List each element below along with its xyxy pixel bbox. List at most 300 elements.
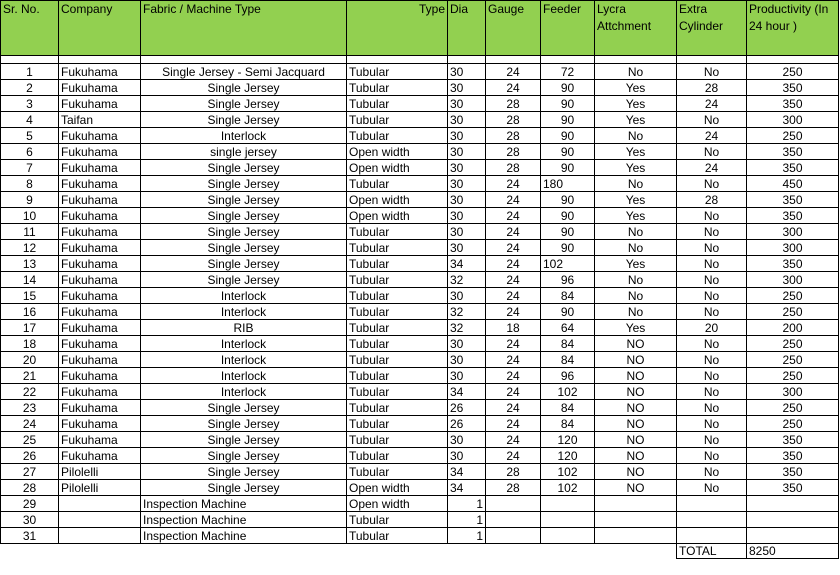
cell-type[interactable]: Tubular (347, 512, 448, 528)
header-feeder[interactable]: Feeder (541, 1, 595, 56)
cell-gauge[interactable]: 28 (486, 160, 541, 176)
cell-sr-no[interactable]: 7 (1, 160, 59, 176)
cell-dia[interactable]: 34 (448, 480, 486, 496)
cell-feeder[interactable]: 90 (541, 128, 595, 144)
cell-gauge[interactable]: 24 (486, 432, 541, 448)
cell-company[interactable]: Fukuhama (59, 352, 141, 368)
cell-feeder[interactable]: 90 (541, 144, 595, 160)
cell-sr-no[interactable]: 20 (1, 352, 59, 368)
cell-dia[interactable]: 34 (448, 464, 486, 480)
cell-fabric[interactable]: Inspection Machine (141, 512, 347, 528)
cell-company[interactable]: Fukuhama (59, 144, 141, 160)
cell-extra-cylinder[interactable]: 24 (677, 128, 747, 144)
cell-company[interactable]: Fukuhama (59, 336, 141, 352)
cell-feeder[interactable]: 90 (541, 224, 595, 240)
cell-dia[interactable]: 1 (448, 512, 486, 528)
cell-lycra[interactable]: NO (595, 352, 677, 368)
cell-fabric[interactable]: Single Jersey (141, 400, 347, 416)
cell-company[interactable]: Fukuhama (59, 256, 141, 272)
cell-sr-no[interactable]: 30 (1, 512, 59, 528)
cell-type[interactable]: Open width (347, 496, 448, 512)
cell-lycra[interactable]: Yes (595, 144, 677, 160)
cell-sr-no[interactable]: 13 (1, 256, 59, 272)
cell-extra-cylinder[interactable]: No (677, 448, 747, 464)
cell-feeder[interactable]: 90 (541, 112, 595, 128)
cell-type[interactable]: Open width (347, 192, 448, 208)
cell-gauge[interactable]: 24 (486, 192, 541, 208)
cell-lycra[interactable]: Yes (595, 96, 677, 112)
cell-company[interactable]: Fukuhama (59, 176, 141, 192)
cell-productivity[interactable]: 300 (747, 272, 839, 288)
cell-dia[interactable]: 30 (448, 112, 486, 128)
cell-extra-cylinder[interactable]: No (677, 480, 747, 496)
cell-dia[interactable]: 30 (448, 96, 486, 112)
cell-lycra[interactable]: Yes (595, 320, 677, 336)
cell-productivity[interactable]: 350 (747, 96, 839, 112)
cell-productivity[interactable]: 350 (747, 256, 839, 272)
cell-extra-cylinder[interactable]: No (677, 288, 747, 304)
cell-sr-no[interactable]: 1 (1, 64, 59, 80)
cell-type[interactable]: Tubular (347, 288, 448, 304)
cell-lycra[interactable]: No (595, 272, 677, 288)
cell-gauge[interactable]: 28 (486, 96, 541, 112)
cell-feeder[interactable]: 102 (541, 256, 595, 272)
cell-productivity[interactable]: 250 (747, 336, 839, 352)
header-extra-cylinder[interactable]: Extra Cylinder (677, 1, 747, 56)
cell-gauge[interactable]: 24 (486, 208, 541, 224)
cell-type[interactable]: Tubular (347, 528, 448, 544)
cell-type[interactable]: Tubular (347, 464, 448, 480)
cell-company[interactable]: Taifan (59, 112, 141, 128)
cell-gauge[interactable]: 24 (486, 304, 541, 320)
cell-sr-no[interactable]: 27 (1, 464, 59, 480)
cell-dia[interactable]: 26 (448, 416, 486, 432)
cell-fabric[interactable]: Single Jersey (141, 272, 347, 288)
cell-feeder[interactable]: 64 (541, 320, 595, 336)
cell-type[interactable]: Open width (347, 144, 448, 160)
cell-gauge[interactable] (486, 496, 541, 512)
cell-lycra[interactable]: Yes (595, 160, 677, 176)
cell-fabric[interactable]: single jersey (141, 144, 347, 160)
cell-productivity[interactable]: 250 (747, 400, 839, 416)
cell-lycra[interactable]: NO (595, 368, 677, 384)
cell-sr-no[interactable]: 23 (1, 400, 59, 416)
cell-fabric[interactable]: Interlock (141, 336, 347, 352)
cell-extra-cylinder[interactable]: No (677, 208, 747, 224)
cell-feeder[interactable]: 90 (541, 160, 595, 176)
cell-type[interactable]: Tubular (347, 240, 448, 256)
cell-dia[interactable]: 30 (448, 448, 486, 464)
cell-dia[interactable]: 30 (448, 128, 486, 144)
cell-productivity[interactable]: 350 (747, 208, 839, 224)
cell-sr-no[interactable]: 9 (1, 192, 59, 208)
cell-type[interactable]: Tubular (347, 64, 448, 80)
cell-extra-cylinder[interactable] (677, 528, 747, 544)
cell-sr-no[interactable]: 3 (1, 96, 59, 112)
header-gauge[interactable]: Gauge (486, 1, 541, 56)
cell-company[interactable]: Fukuhama (59, 320, 141, 336)
cell-productivity[interactable]: 350 (747, 144, 839, 160)
cell-dia[interactable]: 30 (448, 240, 486, 256)
cell-extra-cylinder[interactable]: No (677, 256, 747, 272)
cell-dia[interactable]: 32 (448, 272, 486, 288)
cell-fabric[interactable]: Inspection Machine (141, 496, 347, 512)
cell-sr-no[interactable]: 6 (1, 144, 59, 160)
cell-extra-cylinder[interactable]: 24 (677, 96, 747, 112)
cell-extra-cylinder[interactable]: No (677, 240, 747, 256)
cell-productivity[interactable]: 300 (747, 112, 839, 128)
cell-company[interactable]: Fukuhama (59, 128, 141, 144)
cell-dia[interactable]: 34 (448, 256, 486, 272)
cell-lycra[interactable]: No (595, 240, 677, 256)
cell-lycra[interactable]: NO (595, 416, 677, 432)
cell-type[interactable]: Tubular (347, 336, 448, 352)
cell-fabric[interactable]: Single Jersey (141, 464, 347, 480)
header-sr-no[interactable]: Sr. No. (1, 1, 59, 56)
cell-gauge[interactable]: 24 (486, 64, 541, 80)
cell-lycra[interactable]: Yes (595, 112, 677, 128)
cell-feeder[interactable]: 180 (541, 176, 595, 192)
cell-lycra[interactable]: Yes (595, 256, 677, 272)
cell-productivity[interactable]: 250 (747, 368, 839, 384)
cell-extra-cylinder[interactable]: 28 (677, 80, 747, 96)
cell-company[interactable]: Fukuhama (59, 272, 141, 288)
cell-feeder[interactable]: 90 (541, 304, 595, 320)
cell-fabric[interactable]: Interlock (141, 384, 347, 400)
cell-dia[interactable]: 30 (448, 432, 486, 448)
cell-dia[interactable]: 32 (448, 304, 486, 320)
cell-productivity[interactable]: 350 (747, 192, 839, 208)
cell-productivity[interactable]: 350 (747, 448, 839, 464)
cell-productivity[interactable]: 250 (747, 128, 839, 144)
cell-productivity[interactable]: 200 (747, 320, 839, 336)
cell-dia[interactable]: 30 (448, 208, 486, 224)
cell-fabric[interactable]: Single Jersey - Semi Jacquard (141, 64, 347, 80)
cell-sr-no[interactable]: 21 (1, 368, 59, 384)
cell-fabric[interactable]: Interlock (141, 352, 347, 368)
cell-feeder[interactable]: 90 (541, 240, 595, 256)
cell-productivity[interactable]: 250 (747, 416, 839, 432)
cell-extra-cylinder[interactable]: No (677, 416, 747, 432)
cell-feeder[interactable]: 102 (541, 464, 595, 480)
cell-extra-cylinder[interactable]: No (677, 464, 747, 480)
cell-company[interactable]: Fukuhama (59, 64, 141, 80)
cell-fabric[interactable]: Single Jersey (141, 80, 347, 96)
cell-fabric[interactable]: Single Jersey (141, 240, 347, 256)
cell-sr-no[interactable]: 31 (1, 528, 59, 544)
cell-sr-no[interactable]: 28 (1, 480, 59, 496)
cell-type[interactable]: Tubular (347, 320, 448, 336)
cell-extra-cylinder[interactable]: No (677, 176, 747, 192)
header-company[interactable]: Company (59, 1, 141, 56)
cell-feeder[interactable] (541, 512, 595, 528)
cell-gauge[interactable] (486, 528, 541, 544)
cell-extra-cylinder[interactable]: No (677, 384, 747, 400)
cell-company[interactable] (59, 528, 141, 544)
cell-fabric[interactable]: Single Jersey (141, 160, 347, 176)
cell-productivity[interactable]: 250 (747, 304, 839, 320)
cell-lycra[interactable]: NO (595, 448, 677, 464)
cell-lycra[interactable] (595, 512, 677, 528)
cell-fabric[interactable]: Single Jersey (141, 192, 347, 208)
cell-dia[interactable]: 30 (448, 368, 486, 384)
cell-feeder[interactable]: 90 (541, 192, 595, 208)
cell-company[interactable]: Fukuhama (59, 208, 141, 224)
cell-company[interactable]: Fukuhama (59, 96, 141, 112)
cell-sr-no[interactable]: 2 (1, 80, 59, 96)
cell-lycra[interactable]: NO (595, 384, 677, 400)
cell-dia[interactable]: 30 (448, 144, 486, 160)
cell-dia[interactable]: 30 (448, 160, 486, 176)
cell-type[interactable]: Open width (347, 480, 448, 496)
cell-type[interactable]: Tubular (347, 448, 448, 464)
cell-company[interactable]: Fukuhama (59, 416, 141, 432)
cell-gauge[interactable]: 24 (486, 240, 541, 256)
cell-company[interactable]: Fukuhama (59, 368, 141, 384)
cell-sr-no[interactable]: 29 (1, 496, 59, 512)
cell-feeder[interactable]: 90 (541, 80, 595, 96)
cell-fabric[interactable]: Inspection Machine (141, 528, 347, 544)
cell-type[interactable]: Tubular (347, 432, 448, 448)
cell-sr-no[interactable]: 15 (1, 288, 59, 304)
cell-fabric[interactable]: Interlock (141, 368, 347, 384)
cell-fabric[interactable]: Single Jersey (141, 448, 347, 464)
cell-extra-cylinder[interactable]: No (677, 112, 747, 128)
cell-sr-no[interactable]: 18 (1, 336, 59, 352)
cell-productivity[interactable] (747, 496, 839, 512)
cell-fabric[interactable]: Single Jersey (141, 96, 347, 112)
cell-gauge[interactable]: 18 (486, 320, 541, 336)
total-value[interactable]: 8250 (747, 544, 839, 559)
cell-feeder[interactable] (541, 496, 595, 512)
cell-dia[interactable]: 30 (448, 192, 486, 208)
cell-extra-cylinder[interactable]: 24 (677, 160, 747, 176)
cell-company[interactable]: Fukuhama (59, 400, 141, 416)
cell-feeder[interactable]: 96 (541, 368, 595, 384)
cell-gauge[interactable]: 24 (486, 80, 541, 96)
cell-dia[interactable]: 30 (448, 224, 486, 240)
cell-company[interactable]: Fukuhama (59, 448, 141, 464)
cell-fabric[interactable]: Single Jersey (141, 112, 347, 128)
cell-gauge[interactable]: 28 (486, 144, 541, 160)
cell-feeder[interactable]: 84 (541, 352, 595, 368)
cell-productivity[interactable]: 350 (747, 80, 839, 96)
cell-gauge[interactable] (486, 512, 541, 528)
cell-feeder[interactable]: 84 (541, 416, 595, 432)
cell-fabric[interactable]: Interlock (141, 288, 347, 304)
cell-type[interactable]: Open width (347, 208, 448, 224)
cell-lycra[interactable] (595, 496, 677, 512)
cell-feeder[interactable]: 84 (541, 336, 595, 352)
cell-productivity[interactable]: 350 (747, 432, 839, 448)
cell-sr-no[interactable]: 22 (1, 384, 59, 400)
cell-company[interactable] (59, 512, 141, 528)
cell-company[interactable]: Fukuhama (59, 384, 141, 400)
cell-productivity[interactable]: 300 (747, 384, 839, 400)
cell-type[interactable]: Tubular (347, 400, 448, 416)
cell-lycra[interactable]: NO (595, 480, 677, 496)
cell-company[interactable]: Fukuhama (59, 432, 141, 448)
cell-dia[interactable]: 34 (448, 384, 486, 400)
cell-type[interactable]: Tubular (347, 384, 448, 400)
cell-productivity[interactable]: 250 (747, 288, 839, 304)
cell-feeder[interactable]: 90 (541, 208, 595, 224)
cell-extra-cylinder[interactable]: No (677, 368, 747, 384)
cell-feeder[interactable]: 102 (541, 480, 595, 496)
cell-type[interactable]: Tubular (347, 112, 448, 128)
cell-type[interactable]: Tubular (347, 176, 448, 192)
cell-fabric[interactable]: Interlock (141, 128, 347, 144)
cell-lycra[interactable] (595, 528, 677, 544)
cell-sr-no[interactable]: 11 (1, 224, 59, 240)
cell-lycra[interactable]: No (595, 224, 677, 240)
cell-type[interactable]: Tubular (347, 128, 448, 144)
cell-feeder[interactable]: 90 (541, 96, 595, 112)
cell-sr-no[interactable]: 24 (1, 416, 59, 432)
cell-feeder[interactable]: 120 (541, 448, 595, 464)
cell-type[interactable]: Tubular (347, 368, 448, 384)
cell-lycra[interactable]: NO (595, 432, 677, 448)
cell-type[interactable]: Tubular (347, 96, 448, 112)
cell-fabric[interactable]: RIB (141, 320, 347, 336)
cell-lycra[interactable]: Yes (595, 192, 677, 208)
cell-sr-no[interactable]: 26 (1, 448, 59, 464)
cell-company[interactable]: Fukuhama (59, 224, 141, 240)
cell-gauge[interactable]: 24 (486, 352, 541, 368)
cell-lycra[interactable]: NO (595, 464, 677, 480)
cell-type[interactable]: Open width (347, 160, 448, 176)
cell-fabric[interactable]: Single Jersey (141, 224, 347, 240)
cell-extra-cylinder[interactable]: No (677, 224, 747, 240)
cell-sr-no[interactable]: 16 (1, 304, 59, 320)
cell-extra-cylinder[interactable] (677, 512, 747, 528)
header-fabric[interactable]: Fabric / Machine Type (141, 1, 347, 56)
header-lycra[interactable]: Lycra Attchment (595, 1, 677, 56)
cell-company[interactable]: Fukuhama (59, 288, 141, 304)
cell-sr-no[interactable]: 25 (1, 432, 59, 448)
cell-gauge[interactable]: 28 (486, 112, 541, 128)
cell-sr-no[interactable]: 5 (1, 128, 59, 144)
cell-dia[interactable]: 30 (448, 352, 486, 368)
cell-feeder[interactable]: 96 (541, 272, 595, 288)
cell-fabric[interactable]: Single Jersey (141, 480, 347, 496)
cell-feeder[interactable]: 84 (541, 400, 595, 416)
cell-extra-cylinder[interactable]: No (677, 144, 747, 160)
cell-gauge[interactable]: 24 (486, 224, 541, 240)
cell-fabric[interactable]: Single Jersey (141, 432, 347, 448)
cell-gauge[interactable]: 24 (486, 256, 541, 272)
cell-company[interactable]: Fukuhama (59, 240, 141, 256)
cell-productivity[interactable] (747, 528, 839, 544)
header-dia[interactable]: Dia (448, 1, 486, 56)
header-productivity[interactable]: Productivity (In 24 hour ) (747, 1, 839, 56)
cell-productivity[interactable]: 350 (747, 160, 839, 176)
cell-company[interactable]: Fukuhama (59, 160, 141, 176)
total-label[interactable]: TOTAL (677, 544, 747, 559)
cell-productivity[interactable]: 250 (747, 352, 839, 368)
cell-gauge[interactable]: 28 (486, 464, 541, 480)
cell-fabric[interactable]: Single Jersey (141, 176, 347, 192)
cell-lycra[interactable]: No (595, 304, 677, 320)
cell-gauge[interactable]: 24 (486, 448, 541, 464)
cell-lycra[interactable]: NO (595, 336, 677, 352)
cell-dia[interactable]: 30 (448, 64, 486, 80)
cell-gauge[interactable]: 24 (486, 288, 541, 304)
cell-feeder[interactable]: 120 (541, 432, 595, 448)
cell-productivity[interactable]: 450 (747, 176, 839, 192)
cell-lycra[interactable]: No (595, 64, 677, 80)
cell-company[interactable]: Fukuhama (59, 304, 141, 320)
cell-dia[interactable]: 30 (448, 80, 486, 96)
cell-sr-no[interactable]: 8 (1, 176, 59, 192)
cell-feeder[interactable] (541, 528, 595, 544)
cell-gauge[interactable]: 24 (486, 384, 541, 400)
cell-productivity[interactable]: 350 (747, 480, 839, 496)
cell-company[interactable]: Fukuhama (59, 80, 141, 96)
cell-lycra[interactable]: Yes (595, 208, 677, 224)
cell-company[interactable]: Pilolelli (59, 464, 141, 480)
cell-dia[interactable]: 30 (448, 176, 486, 192)
cell-gauge[interactable]: 24 (486, 400, 541, 416)
cell-gauge[interactable]: 24 (486, 368, 541, 384)
cell-fabric[interactable]: Single Jersey (141, 416, 347, 432)
cell-type[interactable]: Tubular (347, 80, 448, 96)
cell-type[interactable]: Tubular (347, 352, 448, 368)
cell-dia[interactable]: 30 (448, 288, 486, 304)
cell-extra-cylinder[interactable] (677, 496, 747, 512)
cell-gauge[interactable]: 24 (486, 416, 541, 432)
cell-sr-no[interactable]: 4 (1, 112, 59, 128)
cell-company[interactable]: Pilolelli (59, 480, 141, 496)
cell-gauge[interactable]: 28 (486, 128, 541, 144)
cell-fabric[interactable]: Single Jersey (141, 208, 347, 224)
cell-extra-cylinder[interactable]: No (677, 400, 747, 416)
cell-lycra[interactable]: Yes (595, 80, 677, 96)
cell-dia[interactable]: 1 (448, 496, 486, 512)
cell-fabric[interactable]: Single Jersey (141, 256, 347, 272)
cell-lycra[interactable]: No (595, 176, 677, 192)
cell-extra-cylinder[interactable]: No (677, 272, 747, 288)
cell-extra-cylinder[interactable]: No (677, 352, 747, 368)
cell-feeder[interactable]: 102 (541, 384, 595, 400)
cell-productivity[interactable] (747, 512, 839, 528)
cell-productivity[interactable]: 300 (747, 240, 839, 256)
cell-lycra[interactable]: No (595, 128, 677, 144)
cell-extra-cylinder[interactable]: No (677, 304, 747, 320)
cell-extra-cylinder[interactable]: No (677, 64, 747, 80)
cell-dia[interactable]: 26 (448, 400, 486, 416)
cell-company[interactable]: Fukuhama (59, 192, 141, 208)
cell-extra-cylinder[interactable]: 20 (677, 320, 747, 336)
cell-extra-cylinder[interactable]: 28 (677, 192, 747, 208)
header-type[interactable]: Type (347, 1, 448, 56)
cell-type[interactable]: Tubular (347, 416, 448, 432)
cell-productivity[interactable]: 300 (747, 224, 839, 240)
cell-dia[interactable]: 30 (448, 336, 486, 352)
cell-type[interactable]: Tubular (347, 304, 448, 320)
cell-lycra[interactable]: No (595, 288, 677, 304)
cell-gauge[interactable]: 24 (486, 176, 541, 192)
cell-sr-no[interactable]: 10 (1, 208, 59, 224)
cell-lycra[interactable]: NO (595, 400, 677, 416)
cell-gauge[interactable]: 24 (486, 336, 541, 352)
cell-sr-no[interactable]: 12 (1, 240, 59, 256)
cell-sr-no[interactable]: 14 (1, 272, 59, 288)
cell-fabric[interactable]: Interlock (141, 304, 347, 320)
cell-company[interactable] (59, 496, 141, 512)
cell-type[interactable]: Tubular (347, 256, 448, 272)
cell-extra-cylinder[interactable]: No (677, 336, 747, 352)
